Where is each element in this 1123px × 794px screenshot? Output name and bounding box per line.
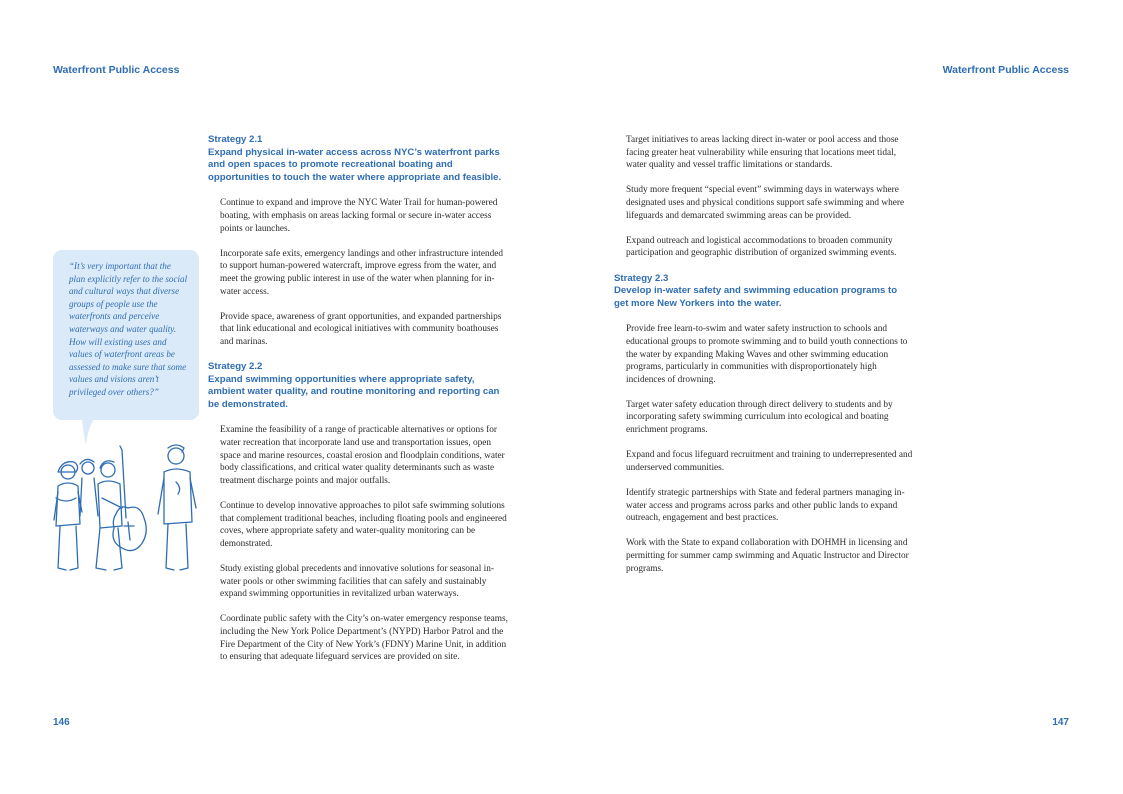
column-left xyxy=(208,134,508,676)
strategy-2-2-item: Target initiatives to areas lacking direct in-water or pool access and those facing greater heat vulnerability while ensuring that locations meet tidal, water quality and vessel traffic limitations or standards. xyxy=(626,135,899,171)
strategy-2-1-item: Provide space, awareness of grant opportunities, and expanded partnerships that link educational and ecological initiatives with community boathouses and marinas. xyxy=(220,311,502,347)
running-header-left: Waterfront Public Access xyxy=(53,64,180,76)
column-right xyxy=(614,134,914,588)
strategy-2-2-title: Expand swimming opportunities where appropriate safety, ambient water quality, and routine monitoring and reporting can be demonstrated. xyxy=(208,373,500,410)
strategy-2-3-item: Target water safety education through direct delivery to students and by incorporating safety swimming curriculum into ecological and boating enrichment programs. xyxy=(626,399,893,436)
strategy-2-2-item: Examine the feasibility of a range of practicable alternatives or options for water recreation that incorporate land use and transportation issues, open space and marine resources, coastal erosion and floodplain conditions, water body classifications, and critical water quality determinants such as waste treatment discharge points and major outfalls. xyxy=(220,425,505,486)
strategy-2-1-heading xyxy=(208,134,508,184)
strategy-2-3-number: Strategy 2.3 xyxy=(614,272,669,284)
strategy-2-2-heading xyxy=(208,361,508,411)
strategy-2-3-title: Develop in-water safety and swimming education programs to get more New Yorkers into the water. xyxy=(614,285,898,309)
running-header-right: Waterfront Public Access xyxy=(942,64,1069,76)
strategy-2-2-item: Study existing global precedents and innovative solutions for seasonal in-water pools or other swimming facilities that can safely and sustainably expand swimming opportunities in revitalized urban waterways. xyxy=(220,564,494,600)
strategy-2-1-item: Incorporate safe exits, emergency landings and other infrastructure intended to support human-powered watercraft, improve egress from the water, and meet the growing public interest in use of the water when planning for in-water access. xyxy=(220,248,504,297)
strategy-2-3-item: Work with the State to expand collaboration with DOHMH in licensing and permitting for summer camp swimming and Aquatic Instructor and Director programs. xyxy=(626,538,909,574)
page-number-right: 147 xyxy=(1052,717,1069,728)
quote-text: “It’s very important that the plan explicitly refer to the social and cultural ways that diverse groups of people use the waterfronts and perceive waterways and water quality. How will existing uses and values of waterfront areas be assessed to make sure that some values and visions aren’t privileged over others?” xyxy=(69,261,188,397)
page-number-left: 146 xyxy=(53,717,70,728)
strategy-2-2-number: Strategy 2.2 xyxy=(208,361,263,373)
strategy-2-3-heading xyxy=(614,273,914,311)
strategy-2-1-title: Expand physical in-water access across NYC’s waterfront parks and open spaces to promote recreational boating and opportunities to touch the water where appropriate and feasible. xyxy=(208,146,502,183)
strategy-2-1-number: Strategy 2.1 xyxy=(208,134,263,145)
strategy-2-2-item: Study more frequent “special event” swimming days in waterways where designated uses and physical conditions support safe swimming and where lifeguards and demarcated swimming areas can be provided. xyxy=(626,185,905,221)
strategy-2-3-item: Identify strategic partnerships with State and federal partners managing in-water access and programs across parks and other public lands to expand outreach, engagement and best practices. xyxy=(626,488,905,524)
strategy-2-2-item: Continue to develop innovative approaches to pilot safe swimming solutions that complement traditional beaches, including floating pools and engineered coves, where appropriate safety and water-quality monitoring can be demonstrated. xyxy=(220,501,507,549)
strategy-2-3-item: Expand and focus lifeguard recruitment and training to underrepresented and underserved communities. xyxy=(626,450,913,473)
strategy-2-2-item: Expand outreach and logistical accommodations to broaden community participation and geographic distribution of organized swimming events. xyxy=(626,235,897,259)
strategy-2-2-item: Coordinate public safety with the City’s on-water emergency response teams, including the New York Police Department’s (NYPD) Harbor Patrol and the Fire Department of the City of New York’s (FDNY) Marine Unit, in addition to ensuring that adequate lifeguard services are provided on site. xyxy=(220,614,508,663)
strategy-2-1-item: Continue to expand and improve the NYC Water Trail for human-powered boating, with emphasis on areas lacking formal or secure in-water access points or launches. xyxy=(220,198,498,234)
musicians-illustration-icon xyxy=(50,442,200,582)
strategy-2-3-item: Provide free learn-to-swim and water safety instruction to schools and educational groups to promote swimming and to build youth connections to the water by expanding Making Waves and other swimming education programs, particularly in communities with disproportionately high incidences of drowning. xyxy=(626,324,908,385)
quote-callout xyxy=(53,250,199,420)
